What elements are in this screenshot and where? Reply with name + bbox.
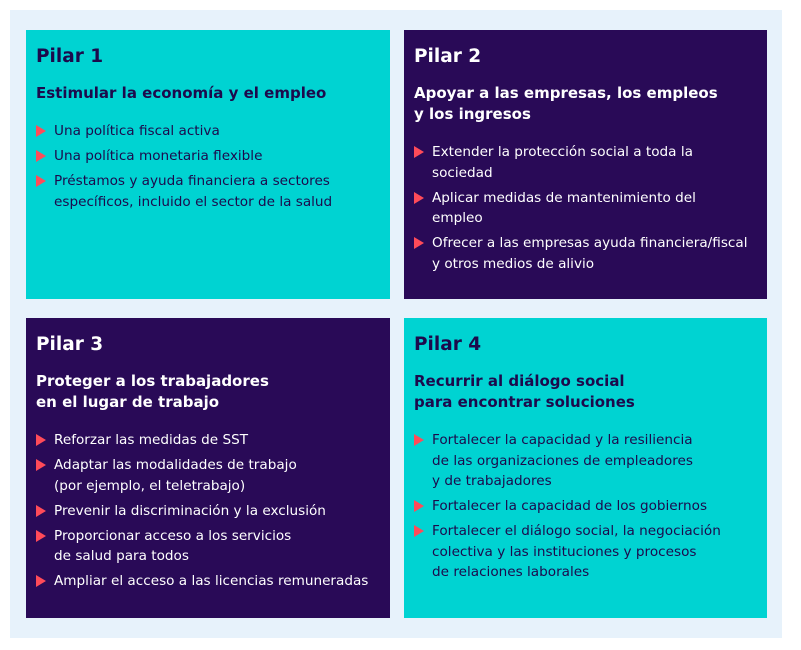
list-item-text: Adaptar las modalidades de trabajo (por ejemplo, el teletrabajo): [54, 457, 297, 494]
list-item: [36, 571, 380, 592]
triangle-bullet-icon: [36, 125, 46, 137]
triangle-bullet-icon: [36, 150, 46, 162]
pillar-4-list: [414, 430, 757, 583]
pillar-3-title: Pilar 3: [36, 334, 104, 355]
triangle-bullet-icon: [414, 434, 424, 446]
list-item-text: Reforzar las medidas de SST: [54, 432, 249, 448]
list-item-text: Una política monetaria flexible: [54, 148, 263, 164]
triangle-bullet-icon: [414, 237, 424, 249]
list-item-text: Proporcionar acceso a los servicios de salud para todos: [54, 527, 292, 564]
triangle-bullet-icon: [414, 525, 424, 537]
pillar-1-title: Pilar 1: [36, 46, 104, 67]
triangle-bullet-icon: [414, 192, 424, 204]
list-item-text: Extender la protección social a toda la sociedad: [432, 144, 693, 181]
list-item: [36, 430, 380, 451]
triangle-bullet-icon: [414, 146, 424, 158]
pillars-diagram: [10, 10, 782, 638]
triangle-bullet-icon: [36, 505, 46, 517]
pillar-4-card: [404, 318, 767, 618]
pillar-2-card: [404, 30, 767, 299]
pillar-4-title: Pilar 4: [414, 334, 482, 355]
pillar-2-title: Pilar 2: [414, 46, 482, 67]
list-item: [414, 430, 757, 492]
list-item: [36, 121, 380, 142]
list-item: [36, 171, 380, 212]
list-item: [36, 455, 380, 496]
list-item-text: Préstamos y ayuda financiera a sectores específicos, incluido el sector de la salud: [54, 173, 333, 210]
list-item-text: Ampliar el acceso a las licencias remuneradas: [54, 573, 369, 589]
pillar-4-subtitle: Recurrir al diálogo social para encontrar soluciones: [414, 372, 635, 411]
list-item-text: Fortalecer la capacidad de los gobiernos: [432, 498, 708, 514]
triangle-bullet-icon: [36, 575, 46, 587]
pillar-2-subtitle: Apoyar a las empresas, los empleos y los ingresos: [414, 84, 718, 123]
pillar-3-subtitle: Proteger a los trabajadores en el lugar de trabajo: [36, 372, 269, 411]
triangle-bullet-icon: [36, 459, 46, 471]
list-item-text: Aplicar medidas de mantenimiento del empleo: [432, 189, 696, 226]
list-item: [414, 496, 757, 517]
triangle-bullet-icon: [36, 530, 46, 542]
list-item: [414, 142, 757, 183]
list-item: [36, 501, 380, 522]
triangle-bullet-icon: [36, 434, 46, 446]
pillar-3-list: [36, 430, 380, 592]
list-item: [414, 521, 757, 583]
list-item: [36, 146, 380, 167]
list-item-text: Prevenir la discriminación y la exclusión: [54, 502, 326, 519]
list-item-text: Fortalecer el diálogo social, la negociación colectiva y las instituciones y procesos de relaciones laborales: [432, 523, 721, 580]
list-item-text: Ofrecer a las empresas ayuda financiera/fiscal y otros medios de alivio: [432, 235, 748, 272]
triangle-bullet-icon: [414, 500, 424, 512]
list-item-text: Una política fiscal activa: [54, 123, 220, 139]
pillar-2-list: [414, 142, 757, 274]
pillar-1-card: [26, 30, 390, 299]
pillar-1-list: [36, 121, 380, 212]
list-item: [36, 526, 380, 567]
list-item: [414, 188, 757, 229]
pillar-1-subtitle: Estimular la economía y el empleo: [36, 84, 327, 102]
list-item-text: Fortalecer la capacidad y la resiliencia de las organizaciones de empleadores y de trabajadores: [432, 432, 693, 489]
triangle-bullet-icon: [36, 175, 46, 187]
pillar-3-card: [26, 318, 390, 618]
list-item: [414, 233, 757, 274]
